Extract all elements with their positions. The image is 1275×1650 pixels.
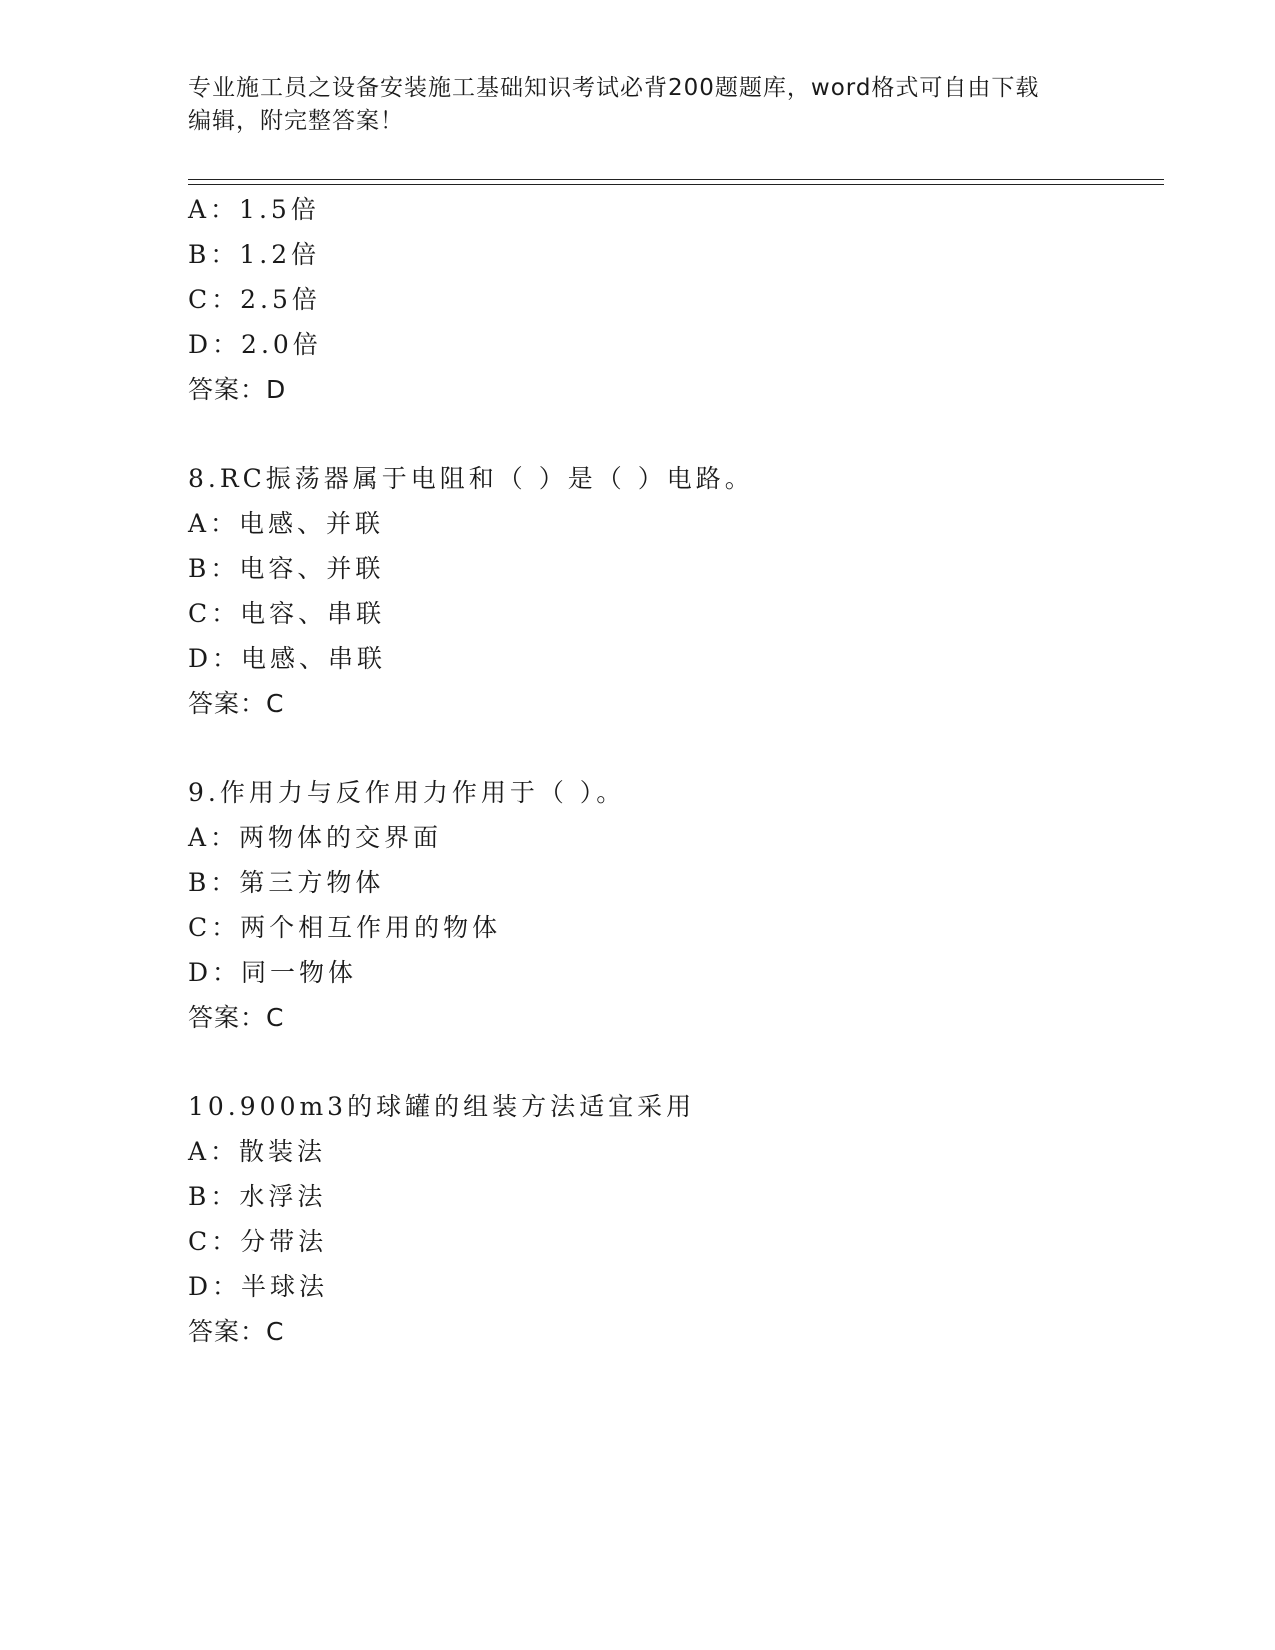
header-title-line-1: 专业施工员之设备安装施工基础知识考试必背200题题库，word格式可自由下载 [188, 75, 1040, 101]
q9-question: 9.作用力与反作用力作用于（ ）。 [188, 778, 626, 807]
q8-option-a: A：电感、并联 [188, 509, 385, 538]
q7-option-d: D：2.0倍 [188, 330, 322, 359]
q10-question: 10.900m3的球罐的组装方法适宜采用 [188, 1092, 696, 1121]
q9-option-c: C：两个相互作用的物体 [188, 913, 502, 942]
q7-answer: 答案：D [188, 375, 287, 404]
q9-option-b: B：第三方物体 [188, 868, 385, 897]
header-title-line-2: 编辑，附完整答案！ [188, 108, 404, 134]
q7-option-b: B：1.2倍 [188, 240, 321, 269]
q10-option-d: D：半球法 [188, 1272, 329, 1301]
q9-answer: 答案：C [188, 1003, 285, 1032]
header-divider-bottom [188, 184, 1164, 185]
document-header [188, 72, 1088, 138]
q8-question: 8.RC振荡器属于电阻和（ ）是（ ）电路。 [188, 464, 754, 493]
q7-option-c: C：2.5倍 [188, 285, 321, 314]
q10-answer: 答案：C [188, 1317, 285, 1346]
q10-option-a: A：散装法 [188, 1137, 327, 1166]
q10-option-c: C：分带法 [188, 1227, 328, 1256]
q7-option-a: A：1.5倍 [188, 195, 320, 224]
q9-option-a: A：两物体的交界面 [188, 823, 443, 852]
q10-option-b: B：水浮法 [188, 1182, 327, 1211]
q8-option-b: B：电容、并联 [188, 554, 385, 583]
q8-answer: 答案：C [188, 689, 285, 718]
q8-option-c: C：电容、串联 [188, 599, 386, 628]
q8-option-d: D：电感、串联 [188, 644, 387, 673]
q9-option-d: D：同一物体 [188, 958, 358, 987]
header-divider-top [188, 179, 1164, 180]
